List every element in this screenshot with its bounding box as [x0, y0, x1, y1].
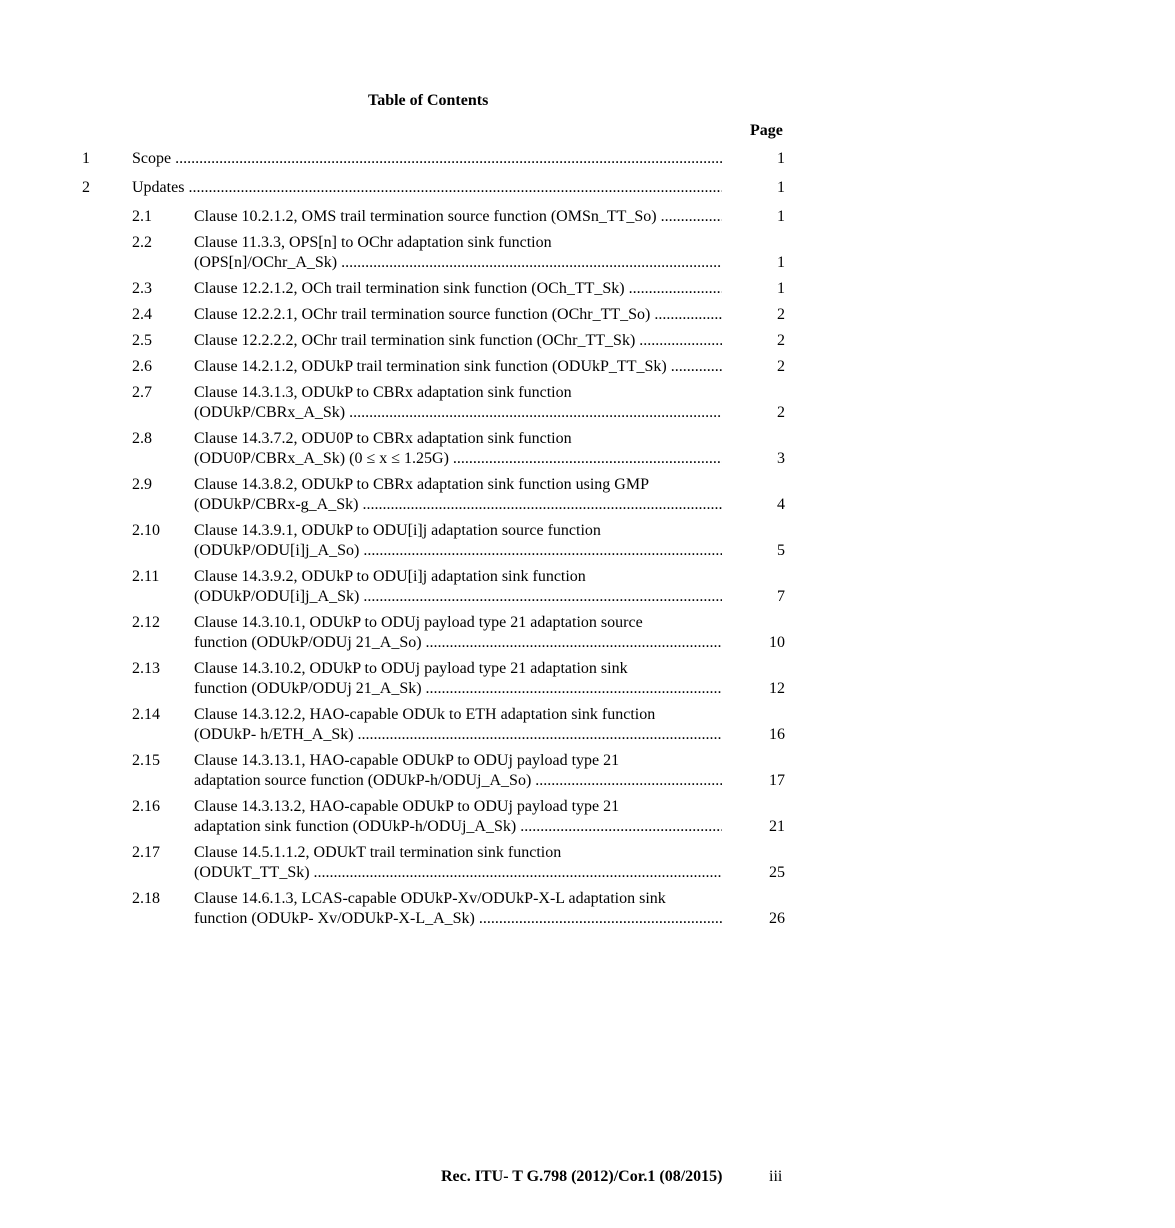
toc-entry-number: 2.16 — [132, 798, 160, 815]
toc-entry-title-line: Clause 14.3.1.3, ODUkP to CBRx adaptation sink function — [194, 384, 572, 401]
toc-entry-page: 1 — [777, 254, 785, 271]
toc-entry-title-line: Clause 12.2.2.2, OChr trail termination sink function (OChr_TT_Sk) ..... — [194, 331, 722, 351]
toc-entry-title-line: adaptation source function (ODUkP-h/ODUj_A_So) ..... — [194, 771, 722, 791]
toc-entry-page: 5 — [777, 542, 785, 559]
toc-entry-page: 21 — [769, 818, 785, 835]
toc-entry-title-line: Clause 14.3.9.2, ODUkP to ODU[i]j adaptation sink function — [194, 568, 586, 585]
toc-entry-title — [194, 279, 722, 299]
toc-entry-title-line: (ODUkT_TT_Sk) ..... — [194, 863, 722, 883]
toc-entry-title-line: Clause 10.2.1.2, OMS trail termination source function (OMSn_TT_So) ..... — [194, 207, 722, 227]
toc-entry-title — [194, 889, 722, 929]
toc-entry-title — [194, 567, 722, 607]
toc-entry-number: 2.14 — [132, 706, 160, 723]
toc-entry-page: 1 — [777, 179, 785, 196]
toc-entry-title — [194, 305, 722, 325]
toc-entry-number: 2.15 — [132, 752, 160, 769]
toc-entry-number: 2.4 — [132, 306, 152, 323]
toc-entry-number: 2.11 — [132, 568, 160, 585]
toc-entry-title — [132, 149, 722, 169]
toc-entry-number: 2.17 — [132, 844, 160, 861]
toc-entry-number: 2.13 — [132, 660, 160, 677]
toc-entry-title — [194, 233, 722, 273]
toc-entry-page: 2 — [777, 358, 785, 375]
toc-entry-title — [194, 331, 722, 351]
toc-entry-title-line: Clause 14.3.7.2, ODU0P to CBRx adaptation sink function — [194, 430, 572, 447]
toc-entry-title — [194, 383, 722, 423]
toc-entry-page: 17 — [769, 772, 785, 789]
toc-entry-number: 2.2 — [132, 234, 152, 251]
toc-entry-title — [132, 178, 722, 198]
toc-entry-title-line: adaptation sink function (ODUkP-h/ODUj_A_Sk) ..... — [194, 817, 722, 837]
toc-title: Table of Contents — [368, 92, 489, 109]
toc-entry-title-line: function (ODUkP- Xv/ODUkP-X-L_A_Sk) ..... — [194, 909, 722, 929]
toc-entry-title — [194, 475, 722, 515]
toc-entry-page: 1 — [777, 208, 785, 225]
toc-entry-page: 1 — [777, 280, 785, 297]
toc-entry-number: 2.9 — [132, 476, 152, 493]
toc-entry-page: 7 — [777, 588, 785, 605]
toc-entry-title-line: (ODUkP/CBRx_A_Sk) ..... — [194, 403, 722, 423]
toc-entry-title-line: Clause 14.3.9.1, ODUkP to ODU[i]j adaptation source function — [194, 522, 601, 539]
toc-entry-title — [194, 751, 722, 791]
toc-entry-page: 1 — [777, 150, 785, 167]
toc-entry-title-line: Clause 12.2.1.2, OCh trail termination sink function (OCh_TT_Sk) ..... — [194, 279, 722, 299]
toc-entry-title-line: function (ODUkP/ODUj 21_A_Sk) ..... — [194, 679, 722, 699]
toc-entry-page: 3 — [777, 450, 785, 467]
toc-entry-title-line: Scope ..... — [132, 149, 722, 169]
toc-entry-title — [194, 843, 722, 883]
toc-entry-title-line: function (ODUkP/ODUj 21_A_So) ..... — [194, 633, 722, 653]
toc-entry-page: 25 — [769, 864, 785, 881]
toc-entry-page: 26 — [769, 910, 785, 927]
toc-entry-number: 2.18 — [132, 890, 160, 907]
toc-entry-title-line: (ODU0P/CBRx_A_Sk) (0 ≤ x ≤ 1.25G) ..... — [194, 449, 722, 469]
toc-entry-title-line: Clause 14.3.8.2, ODUkP to CBRx adaptation sink function using GMP — [194, 476, 649, 493]
toc-entry-page: 2 — [777, 306, 785, 323]
toc-entry-title-line: Clause 14.2.1.2, ODUkP trail termination sink function (ODUkP_TT_Sk) ..... — [194, 357, 722, 377]
toc-entry-title-line: Clause 14.3.10.1, ODUkP to ODUj payload type 21 adaptation source — [194, 614, 643, 631]
toc-entry-number: 2.5 — [132, 332, 152, 349]
toc-entry-title — [194, 429, 722, 469]
toc-entry-number: 2.12 — [132, 614, 160, 631]
toc-entry-title-line: (ODUkP/ODU[i]j_A_Sk) ..... — [194, 587, 722, 607]
toc-entry-title — [194, 797, 722, 837]
toc-entry-title — [194, 521, 722, 561]
toc-entry-title-line: Clause 14.3.12.2, HAO-capable ODUk to ETH adaptation sink function — [194, 706, 656, 723]
toc-entry-page: 16 — [769, 726, 785, 743]
toc-entry-title-line: (ODUkP/CBRx-g_A_Sk) ..... — [194, 495, 722, 515]
toc-entry-title-line: Clause 12.2.2.1, OChr trail termination source function (OChr_TT_So) ..... — [194, 305, 722, 325]
toc-entry-title — [194, 357, 722, 377]
toc-entry-number: 2 — [82, 179, 90, 196]
toc-entry-title — [194, 207, 722, 227]
toc-entry-page: 4 — [777, 496, 785, 513]
toc-entry-title-line: (OPS[n]/OChr_A_Sk) ..... — [194, 253, 722, 273]
toc-entry-number: 2.8 — [132, 430, 152, 447]
toc-entry-title-line: Clause 11.3.3, OPS[n] to OChr adaptation sink function — [194, 234, 552, 251]
toc-entry-number: 2.7 — [132, 384, 152, 401]
toc-entry-title-line: Clause 14.5.1.1.2, ODUkT trail termination sink function — [194, 844, 562, 861]
toc-entry-page: 12 — [769, 680, 785, 697]
toc-entry-title-line: Clause 14.6.1.3, LCAS-capable ODUkP-Xv/ODUkP-X-L adaptation sink — [194, 890, 666, 907]
toc-entry-number: 2.3 — [132, 280, 152, 297]
page-column-header: Page — [750, 122, 783, 139]
toc-entry-title-line: (ODUkP/ODU[i]j_A_So) ..... — [194, 541, 722, 561]
toc-entry-number: 2.10 — [132, 522, 160, 539]
toc-entry-number: 1 — [82, 150, 90, 167]
footer-reference: Rec. ITU- T G.798 (2012)/Cor.1 (08/2015) — [441, 1168, 723, 1185]
toc-entry-number: 2.1 — [132, 208, 152, 225]
toc-entry-title — [194, 613, 722, 653]
toc-entry-title — [194, 705, 722, 745]
footer-page-number: iii — [769, 1168, 783, 1185]
toc-entry-title-line: Clause 14.3.13.2, HAO-capable ODUkP to ODUj payload type 21 — [194, 798, 620, 815]
toc-entry-title-line: (ODUkP- h/ETH_A_Sk) ..... — [194, 725, 722, 745]
toc-entry-title — [194, 659, 722, 699]
toc-entry-title-line: Clause 14.3.13.1, HAO-capable ODUkP to ODUj payload type 21 — [194, 752, 620, 769]
toc-entry-number: 2.6 — [132, 358, 152, 375]
toc-entry-page: 2 — [777, 332, 785, 349]
toc-entry-title-line: Updates ..... — [132, 178, 722, 198]
toc-entry-title-line: Clause 14.3.10.2, ODUkP to ODUj payload type 21 adaptation sink — [194, 660, 628, 677]
toc-entry-page: 10 — [769, 634, 785, 651]
toc-entry-page: 2 — [777, 404, 785, 421]
